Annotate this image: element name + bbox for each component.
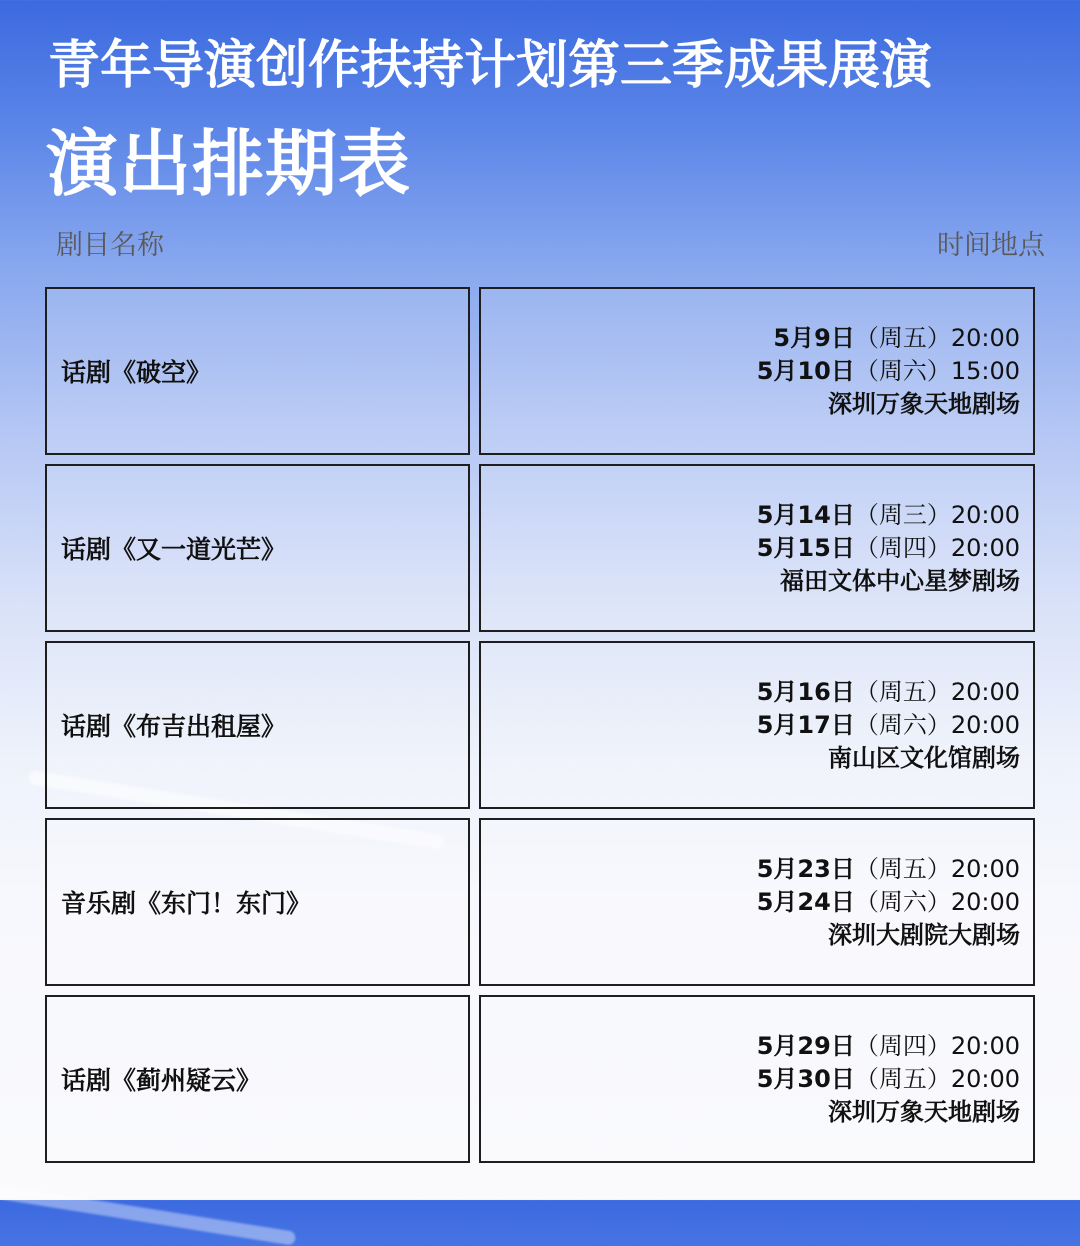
show-name: 话剧《蓟州疑云》 (61, 1066, 262, 1095)
performance-date: 5月15日 (756, 533, 855, 562)
performance-weekday: （周六） (854, 356, 951, 385)
performance-weekday: （周三） (854, 500, 951, 529)
performance-line (757, 532, 1020, 565)
performance-line (773, 322, 1020, 355)
performance-time: 20:00 (950, 533, 1020, 562)
performance-date: 5月16日 (756, 677, 855, 706)
performance-weekday: （周四） (854, 1031, 951, 1060)
column-header-show-name: 剧目名称 (56, 230, 164, 261)
performance-date: 5月24日 (756, 887, 855, 916)
show-name: 话剧《破空》 (61, 358, 212, 387)
schedule-row (45, 464, 1035, 632)
show-name: 话剧《又一道光芒》 (61, 535, 287, 564)
performance-line (757, 1063, 1020, 1096)
schedule-row (45, 995, 1035, 1163)
performance-weekday: （周四） (854, 533, 951, 562)
show-name: 话剧《布吉出租屋》 (61, 712, 287, 741)
show-name-cell (45, 287, 470, 455)
show-name-cell (45, 641, 470, 809)
performance-time: 20:00 (950, 710, 1020, 739)
schedule-row (45, 818, 1035, 986)
performance-line (757, 1030, 1020, 1063)
performance-weekday: （周六） (854, 887, 951, 916)
performance-time: 20:00 (950, 887, 1020, 916)
time-venue-cell (479, 641, 1035, 809)
performance-time: 20:00 (950, 1064, 1020, 1093)
performance-date: 5月23日 (756, 854, 855, 883)
schedule-row (45, 641, 1035, 809)
performance-line (757, 886, 1020, 919)
schedule-row (45, 287, 1035, 455)
time-venue-cell (479, 464, 1035, 632)
venue-name: 深圳万象天地剧场 (828, 1097, 1020, 1126)
performance-line (757, 499, 1020, 532)
performance-weekday: （周六） (854, 710, 951, 739)
performance-weekday: （周五） (854, 854, 951, 883)
time-venue-cell (479, 818, 1035, 986)
performance-weekday: （周五） (854, 1064, 951, 1093)
performance-line (757, 355, 1020, 388)
performance-line (757, 676, 1020, 709)
performance-date: 5月10日 (756, 356, 855, 385)
performance-time: 20:00 (950, 500, 1020, 529)
performance-date: 5月29日 (756, 1031, 855, 1060)
performance-date: 5月30日 (756, 1064, 855, 1093)
performance-time: 20:00 (950, 323, 1020, 352)
performance-time: 20:00 (950, 854, 1020, 883)
show-name-cell (45, 818, 470, 986)
venue-name: 南山区文化馆剧场 (828, 743, 1020, 772)
performance-weekday: （周五） (854, 323, 951, 352)
performance-date: 5月17日 (756, 710, 855, 739)
show-name-cell (45, 995, 470, 1163)
schedule-table (45, 287, 1035, 1172)
performance-date: 5月9日 (773, 323, 855, 352)
time-venue-cell (479, 995, 1035, 1163)
venue-name: 福田文体中心星梦剧场 (780, 566, 1020, 595)
performance-weekday: （周五） (854, 677, 951, 706)
schedule-title: 演出排期表 (46, 122, 412, 206)
performance-line (757, 853, 1020, 886)
time-venue-cell (479, 287, 1035, 455)
performance-time: 20:00 (950, 677, 1020, 706)
performance-line (757, 709, 1020, 742)
performance-date: 5月14日 (756, 500, 855, 529)
poster-title: 青年导演创作扶持计划第三季成果展演 (48, 36, 933, 96)
show-name: 音乐剧《东门！东门》 (61, 889, 312, 918)
performance-time: 15:00 (950, 356, 1020, 385)
performance-time: 20:00 (950, 1031, 1020, 1060)
show-name-cell (45, 464, 470, 632)
venue-name: 深圳大剧院大剧场 (828, 920, 1020, 949)
venue-name: 深圳万象天地剧场 (828, 389, 1020, 418)
column-header-time-venue: 时间地点 (937, 230, 1045, 261)
background-streak (0, 1185, 296, 1246)
